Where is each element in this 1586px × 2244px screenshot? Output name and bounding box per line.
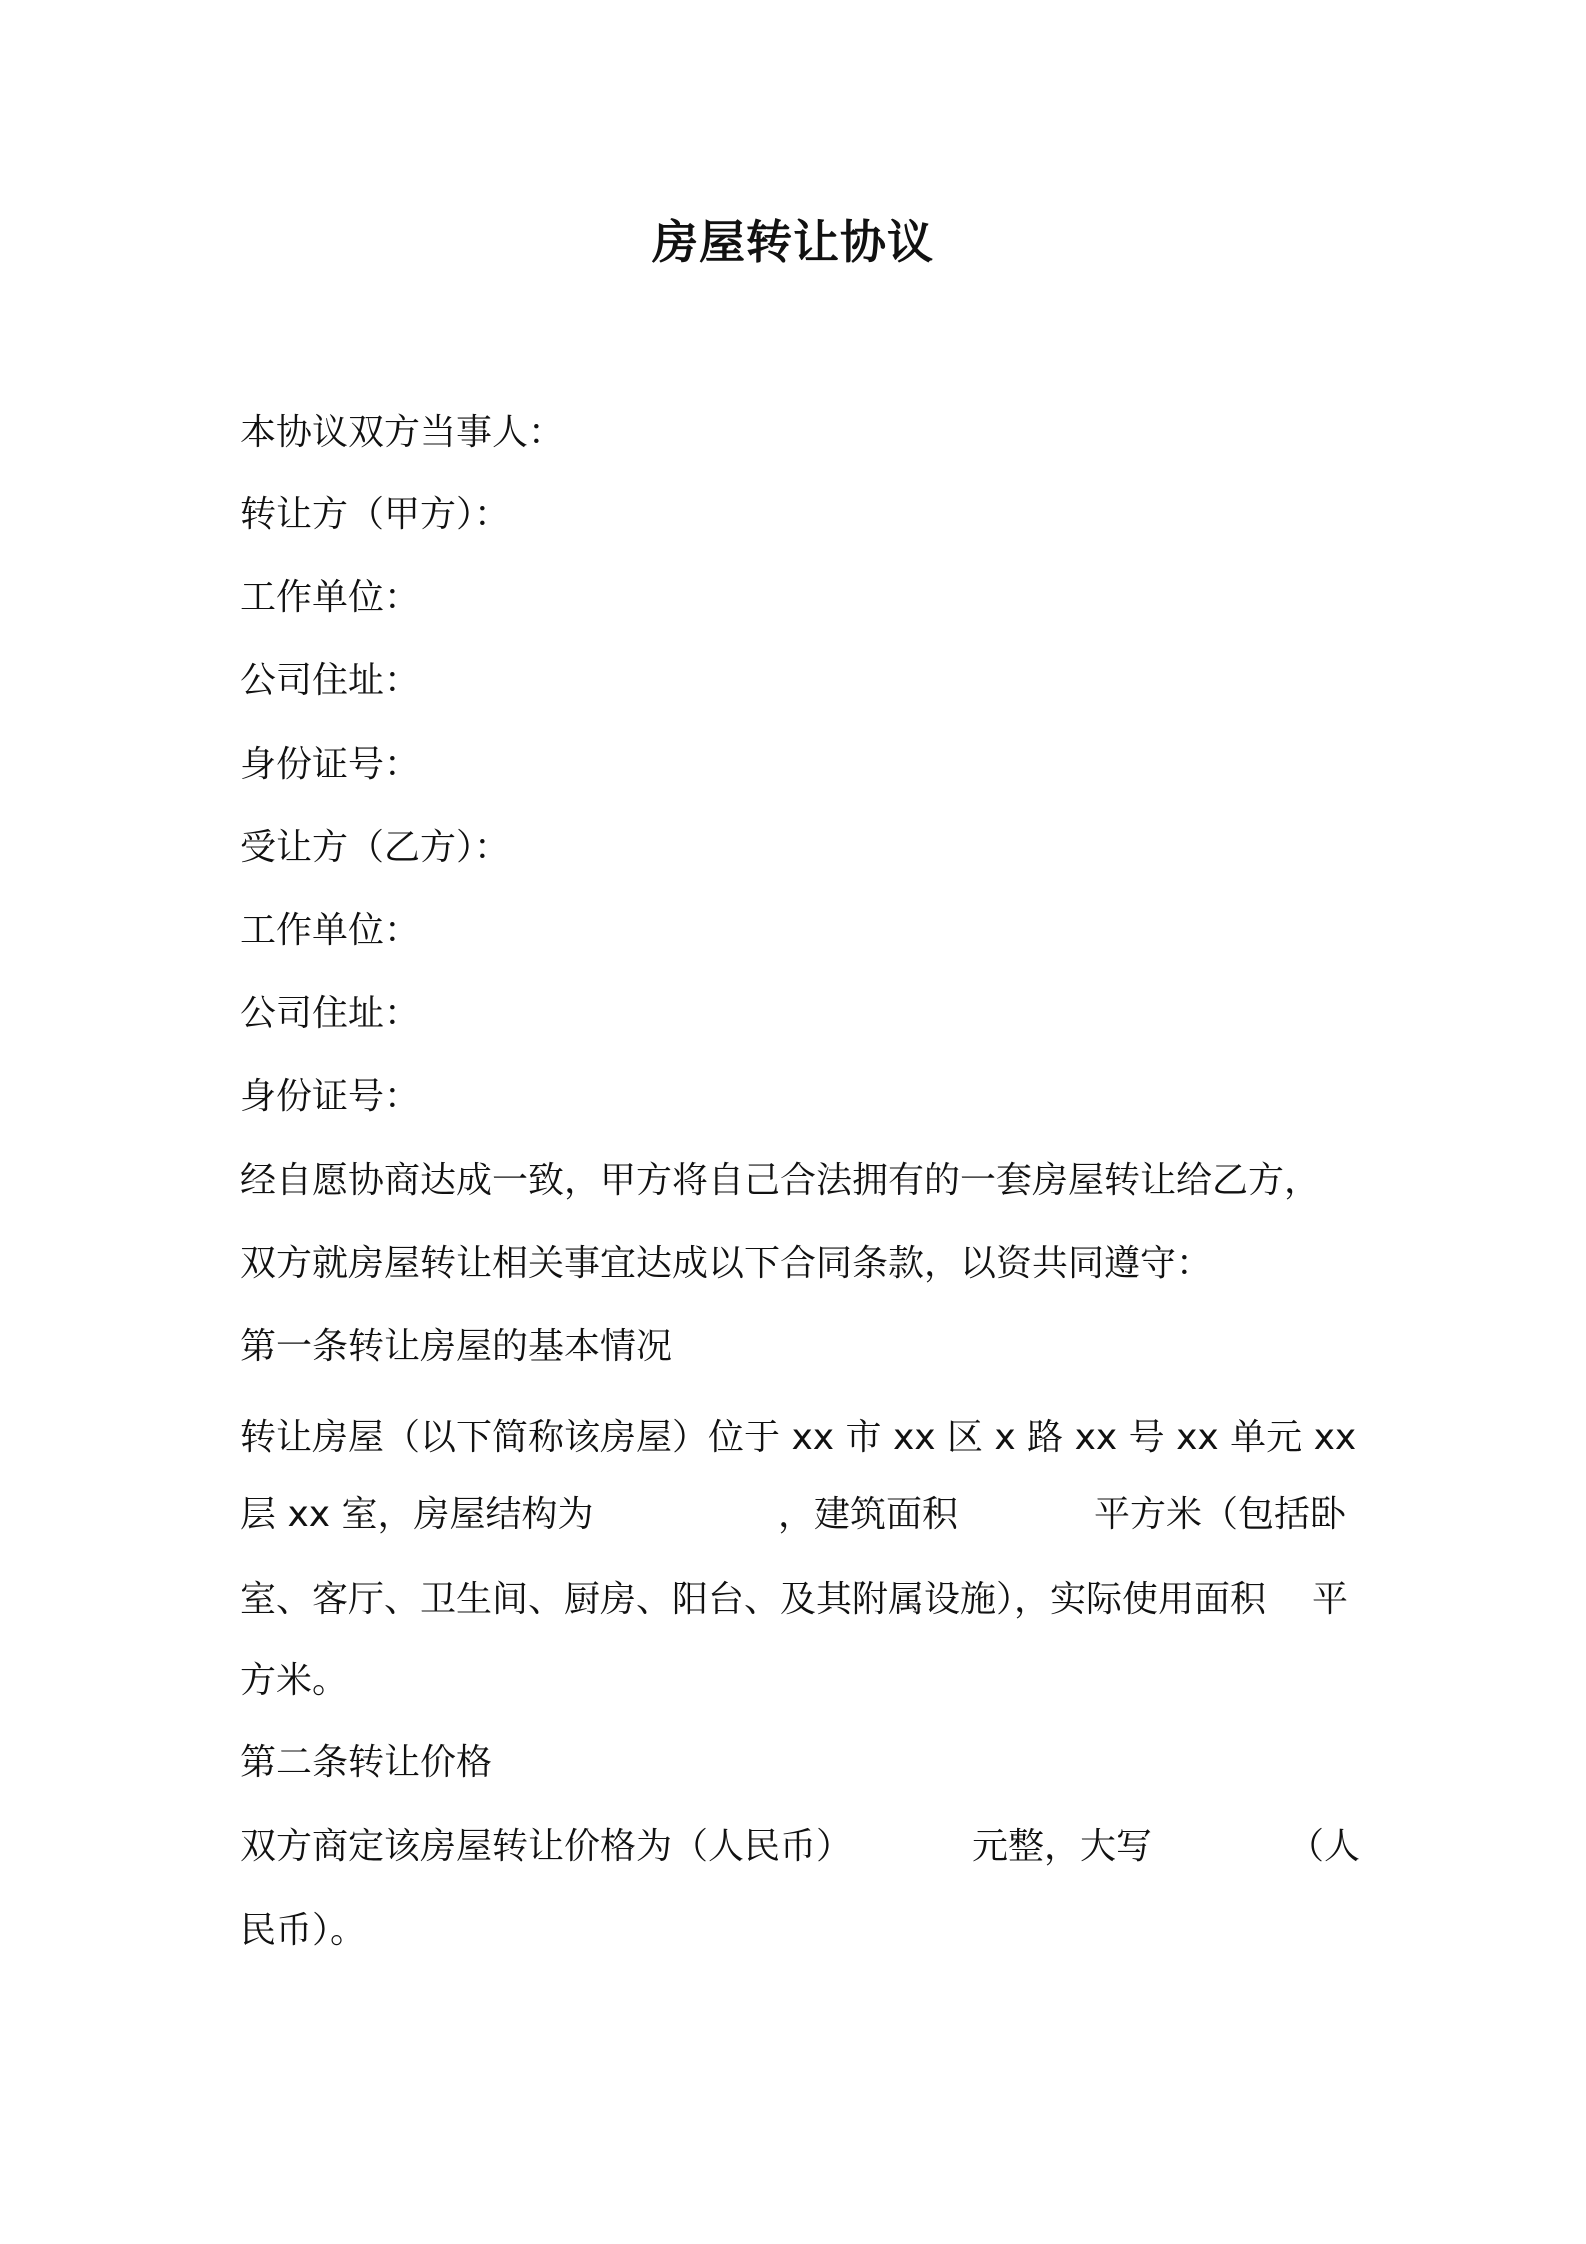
party-a-label: 转让方（甲方）： xyxy=(240,494,511,535)
parties-intro: 本协议双方当事人： xyxy=(240,412,565,453)
party-a-id-number: 身份证号： xyxy=(240,744,421,785)
article-1-line-1: 转让房屋（以下简称该房屋）位于 xx 市 xx 区 x 路 xx 号 xx 单元 xx xyxy=(240,1417,1357,1458)
article-2-line-1-part-a: 双方商定该房屋转让价格为（人民币） xyxy=(240,1826,853,1867)
article-1-heading: 第一条转让房屋的基本情况 xyxy=(240,1326,673,1367)
party-a-work-unit: 工作单位： xyxy=(240,577,421,618)
article-1-line-2-part-b: ，建筑面积 xyxy=(778,1494,959,1535)
article-1-line-2-part-a: 层 xx 室，房屋结构为 xyxy=(240,1494,594,1535)
party-b-label: 受让方（乙方）： xyxy=(240,827,511,868)
party-b-address: 公司住址： xyxy=(240,993,421,1034)
article-1-line-3-part-b: 平 xyxy=(1312,1579,1349,1620)
article-1-line-2-part-c: 平方米（包括卧 xyxy=(1094,1494,1347,1535)
party-b-work-unit: 工作单位： xyxy=(240,910,421,951)
article-2-line-1-part-b: 元整，大写 xyxy=(972,1826,1153,1867)
article-1-line-4: 方米。 xyxy=(240,1660,349,1701)
preamble-line-1: 经自愿协商达成一致，甲方将自己合法拥有的一套房屋转让给乙方， xyxy=(240,1160,1321,1201)
article-2-line-2: 民币）。 xyxy=(240,1910,367,1951)
article-2-line-1-part-c: （人 xyxy=(1288,1826,1361,1867)
party-b-id-number: 身份证号： xyxy=(240,1076,421,1117)
document-title: 房屋转让协议 xyxy=(652,215,934,269)
party-a-address: 公司住址： xyxy=(240,660,421,701)
article-2-heading: 第二条转让价格 xyxy=(240,1742,493,1783)
preamble-line-2: 双方就房屋转让相关事宜达成以下合同条款，以资共同遵守： xyxy=(240,1243,1213,1284)
article-1-line-3-part-a: 室、客厅、卫生间、厨房、阳台、及其附属设施），实际使用面积 xyxy=(240,1579,1267,1620)
